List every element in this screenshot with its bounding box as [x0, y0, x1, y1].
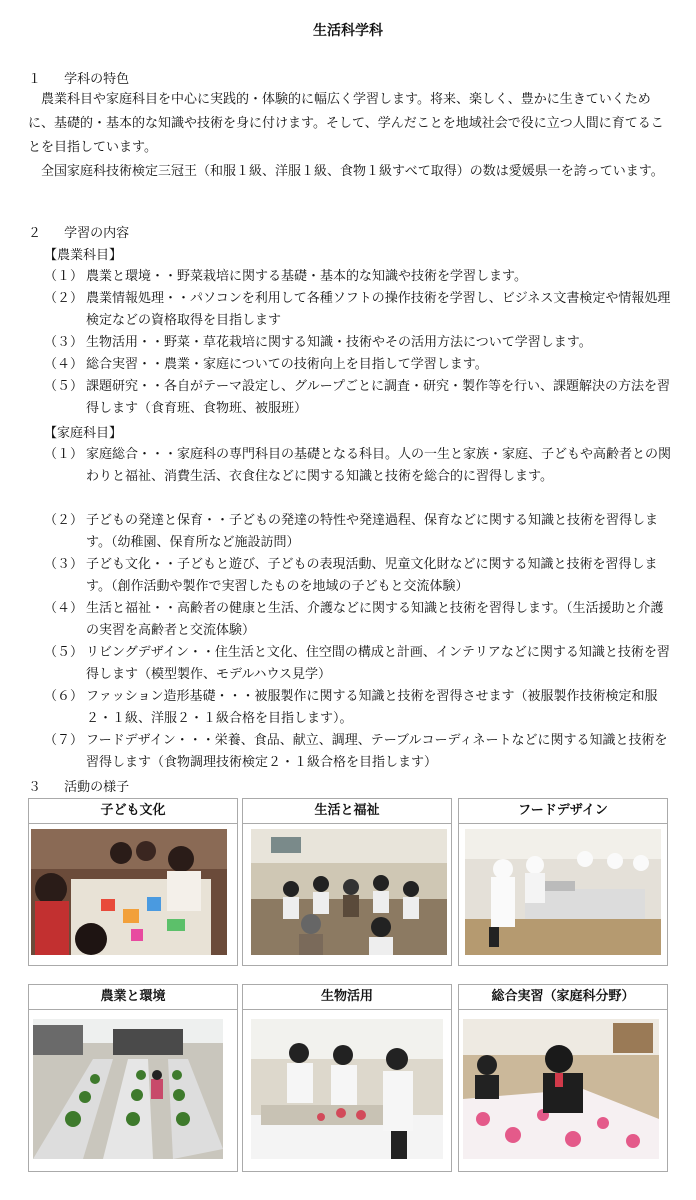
photo-field-farming: [33, 1019, 241, 1159]
item-number: （１）: [44, 269, 84, 284]
section3-heading: [28, 776, 129, 795]
photo-caption: 総合実習（家庭科分野）: [459, 985, 667, 1010]
item-text: 子どもの発達と保育・・子どもの発達の特性や発達過程、保育などに関する知識と技術を習得します。（幼稚園、保育所など施設訪問）: [86, 513, 659, 550]
item-text: 生物活用・・野菜・草花栽培に関する知識・技術やその活用方法について学習します。: [86, 335, 592, 350]
list-item: [44, 554, 672, 598]
page-title: 生活科学科: [313, 23, 383, 39]
photo-cooking-class: [465, 829, 673, 955]
item-text: 総合実習・・農業・家庭についての技術向上を目指して学習します。: [86, 357, 488, 372]
list-item: [44, 598, 672, 642]
item-text: 子ども文化・・子どもと遊び、子どもの表現活動、児童文化財などに関する知識と技術を習得します。（創作活動や製作で実習したものを地域の子どもと交流体験）: [86, 557, 658, 594]
photo-cell-seibutsu: [242, 984, 452, 1172]
section1-title: 学科の特色: [64, 72, 130, 87]
section3-title: 活動の様子: [64, 780, 130, 795]
photo-cell-kodomo: [28, 798, 238, 966]
list-item: [44, 642, 672, 686]
item-text: 家庭総合・・・家庭科の専門科目の基礎となる科目。人の一生と家族・家庭、子どもや高齢者との関わりと福祉、消費生活、衣食住などに関する知識と技術を総合的に習得します。: [86, 447, 672, 484]
item-number: （５）: [44, 645, 84, 660]
photo-kimono-sewing: [463, 1019, 671, 1159]
photo-caption: 子ども文化: [29, 799, 237, 824]
item-text: フードデザイン・・・栄養、食品、献立、調理、テーブルコーディネートなどに関する知識と技術を習得します（食物調理技術検定２・１級合格を目指します）: [86, 733, 668, 770]
section1-body: [28, 88, 672, 184]
photo-cell-nougyou: [28, 984, 238, 1172]
section1-number: １: [28, 72, 42, 87]
section2-title: 学習の内容: [64, 226, 130, 241]
photo-cell-sougou: [458, 984, 668, 1172]
item-number: （２）: [44, 291, 84, 306]
section1-paragraph-2: 全国家庭科技術検定三冠王（和服１級、洋服１級、食物１級すべて取得）の数は愛媛県一を誇っています。: [41, 164, 664, 179]
list-item: [44, 510, 672, 554]
list-item: [44, 288, 672, 332]
item-text: 農業と環境・・野菜栽培に関する基礎・基本的な知識や技術を学習します。: [86, 269, 527, 284]
photo-cell-food: [458, 798, 668, 966]
list-item: [44, 444, 672, 488]
item-number: （７）: [44, 733, 84, 748]
list-item: [44, 730, 672, 774]
item-number: （４）: [44, 601, 84, 616]
home-subheading: 【家庭科目】: [44, 426, 123, 441]
list-item: [44, 354, 672, 376]
list-item: [44, 266, 672, 288]
item-number: （４）: [44, 357, 84, 372]
item-number: （１）: [44, 447, 84, 462]
item-number: （３）: [44, 335, 84, 350]
list-item: [44, 376, 672, 420]
item-number: （６）: [44, 689, 84, 704]
photo-caption: 農業と環境: [29, 985, 237, 1010]
list-item: [44, 332, 672, 354]
photo-plant-activity: [251, 1019, 459, 1159]
photo-children-crafts: [31, 829, 239, 955]
photo-caption: フードデザイン: [459, 799, 667, 824]
list-item: [44, 686, 672, 730]
item-text: 生活と福祉・・高齢者の健康と生活、介護などに関する知識と技術を習得します。（生活援助と介護の実習を高齢者と交流体験）: [86, 601, 664, 638]
section1-heading: [28, 68, 129, 87]
item-text: ファッション造形基礎・・・被服製作に関する知識と技術を習得させます（被服製作技術検定和服２・１級、洋服２・１級合格を目指します）。: [86, 689, 658, 726]
photo-caption: 生活と福祉: [243, 799, 451, 824]
item-number: （３）: [44, 557, 84, 572]
section2-heading: [28, 222, 129, 241]
photo-welfare-interaction: [251, 829, 459, 955]
item-text: 課題研究・・各自がテーマ設定し、グループごとに調査・研究・製作等を行い、課題解決の方法を習得します（食育班、食物班、被服班）: [86, 379, 670, 416]
agri-subheading: 【農業科目】: [44, 248, 123, 263]
photo-caption: 生物活用: [243, 985, 451, 1010]
photo-cell-fukushi: [242, 798, 452, 966]
section2-number: ２: [28, 226, 42, 241]
item-number: （５）: [44, 379, 84, 394]
item-text: 農業情報処理・・パソコンを利用して各種ソフトの操作技術を学習し、ビジネス文書検定や情報処理検定などの資格取得を目指します: [86, 291, 671, 328]
item-number: （２）: [44, 513, 84, 528]
section3-number: ３: [28, 780, 42, 795]
section1-paragraph-1: 農業科目や家庭科目を中心に実践的・体験的に幅広く学習します。将来、楽しく、豊かに生きていくために、基礎的・基本的な知識や技術を身に付けます。そして、学んだことを地域社会で役に立つ人間に育てることを目指しています。: [28, 92, 664, 155]
item-text: リビングデザイン・・住生活と文化、住空間の構成と計画、インテリアなどに関する知識と技術を習得します（模型製作、モデルハウス見学）: [86, 645, 670, 682]
